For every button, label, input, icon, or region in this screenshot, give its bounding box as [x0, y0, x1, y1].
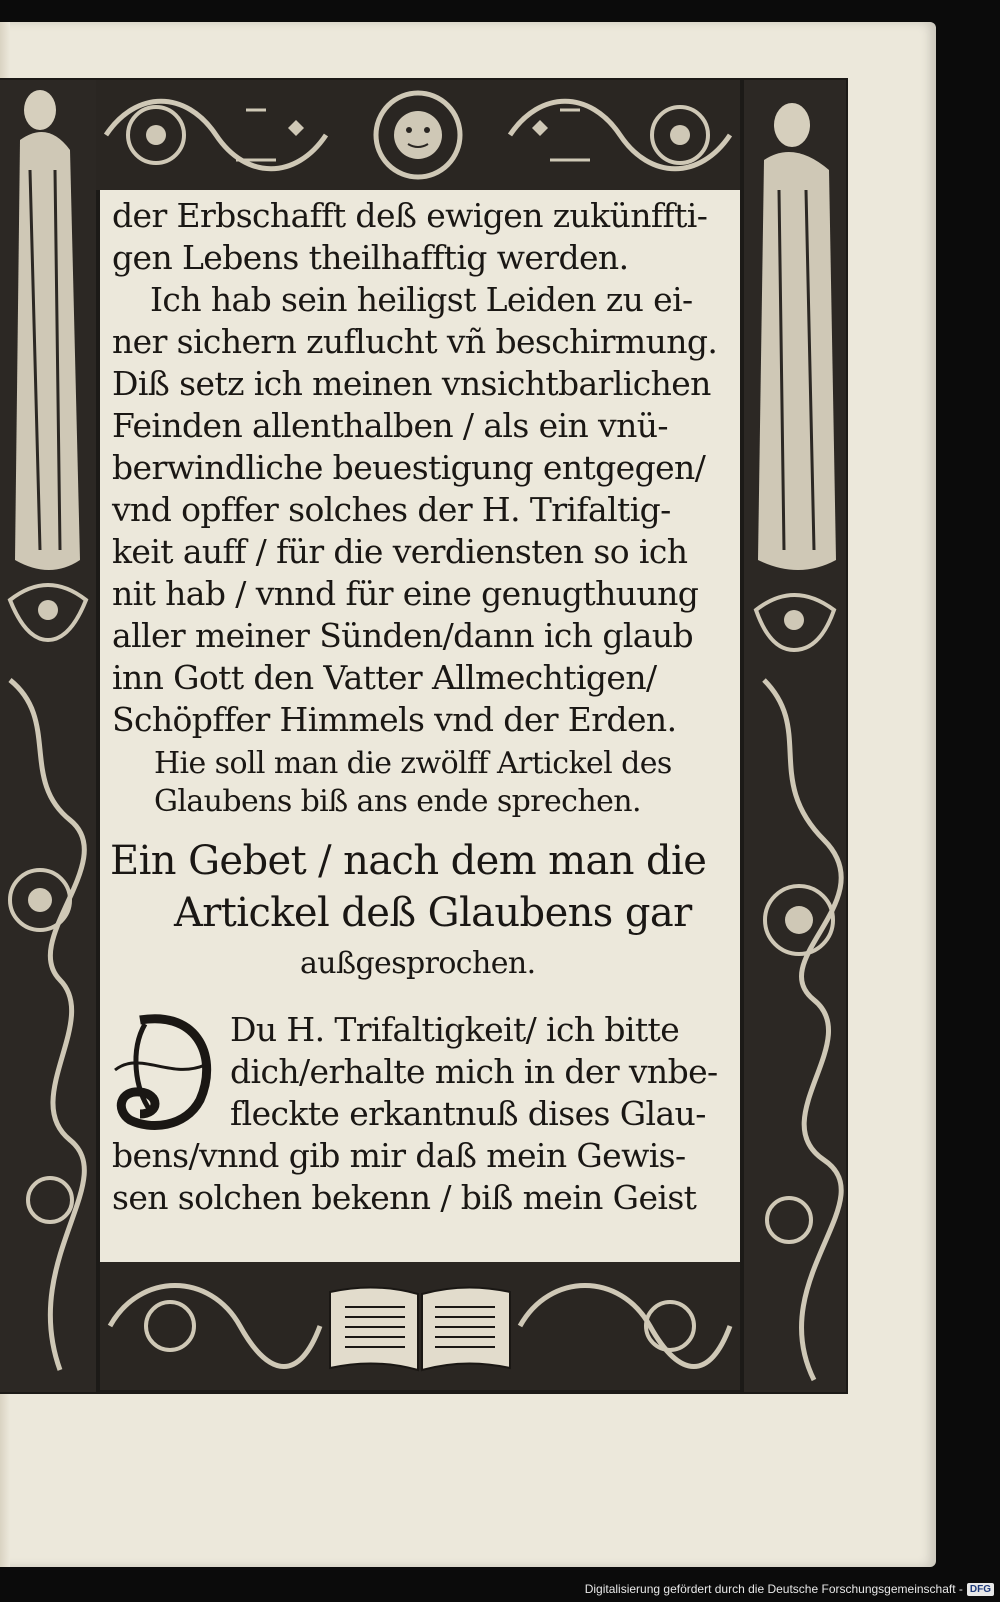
prayer-heading: Artickel deß Glaubens gar: [174, 890, 692, 936]
dfg-logo-icon: DFG: [967, 1583, 994, 1596]
text-line: vnd opffer solches der H. Trifaltig-: [112, 490, 671, 529]
prayer-line: Du H. Trifaltigkeit/ ich bitte: [230, 1010, 680, 1049]
border-left-figure: [0, 80, 96, 1392]
rubric-line: Glaubens biß ans ende sprechen.: [154, 784, 641, 819]
border-bottom-open-book: [100, 1262, 740, 1390]
text-line: Ich hab sein heiligst Leiden zu ei-: [150, 280, 693, 319]
text-line: Diß setz ich meinen vnsichtbarlichen: [112, 364, 711, 403]
prayer-line: bens/vnnd gib mir daß mein Gewis-: [112, 1136, 686, 1175]
text-block: [100, 190, 740, 1262]
prayer-line: fleckte erkantnuß dises Glau-: [230, 1094, 706, 1133]
text-line: inn Gott den Vatter Allmechtigen/: [112, 658, 657, 697]
border-top-ornament: [96, 80, 740, 190]
text-line: Schöpffer Himmels vnd der Erden.: [112, 700, 677, 739]
prayer-line: dich/erhalte mich in der vnbe-: [230, 1052, 718, 1091]
text-line: Feinden allenthalben / als ein vnü-: [112, 406, 668, 445]
text-line: keit auff / für die verdiensten so ich: [112, 532, 688, 571]
prayer-heading: Ein Gebet / nach dem man die: [110, 838, 707, 884]
prayer-line: sen solchen bekenn / biß mein Geist: [112, 1178, 697, 1217]
text-line: gen Lebens theilhafftig werden.: [112, 238, 629, 277]
border-right-figure: [744, 80, 846, 1392]
decorated-initial: [110, 1010, 220, 1136]
text-line: der Erbschafft deß ewigen zukünffti-: [112, 196, 708, 235]
text-line: berwindliche beuestigung entgegen/: [112, 448, 706, 487]
text-line: ner sichern zuflucht vñ beschirmung.: [112, 322, 718, 361]
footer-text: Digitalisierung gefördert durch die Deutsche Forschungsgemeinschaft -: [584, 1582, 963, 1596]
text-line: nit hab / vnnd für eine genugthuung: [112, 574, 699, 613]
prayer-heading: außgesprochen.: [300, 946, 536, 981]
text-line: aller meiner Sünden/dann ich glaub: [112, 616, 694, 655]
rubric-line: Hie soll man die zwölff Artickel des: [154, 746, 672, 781]
digitization-credit: [585, 1582, 994, 1596]
